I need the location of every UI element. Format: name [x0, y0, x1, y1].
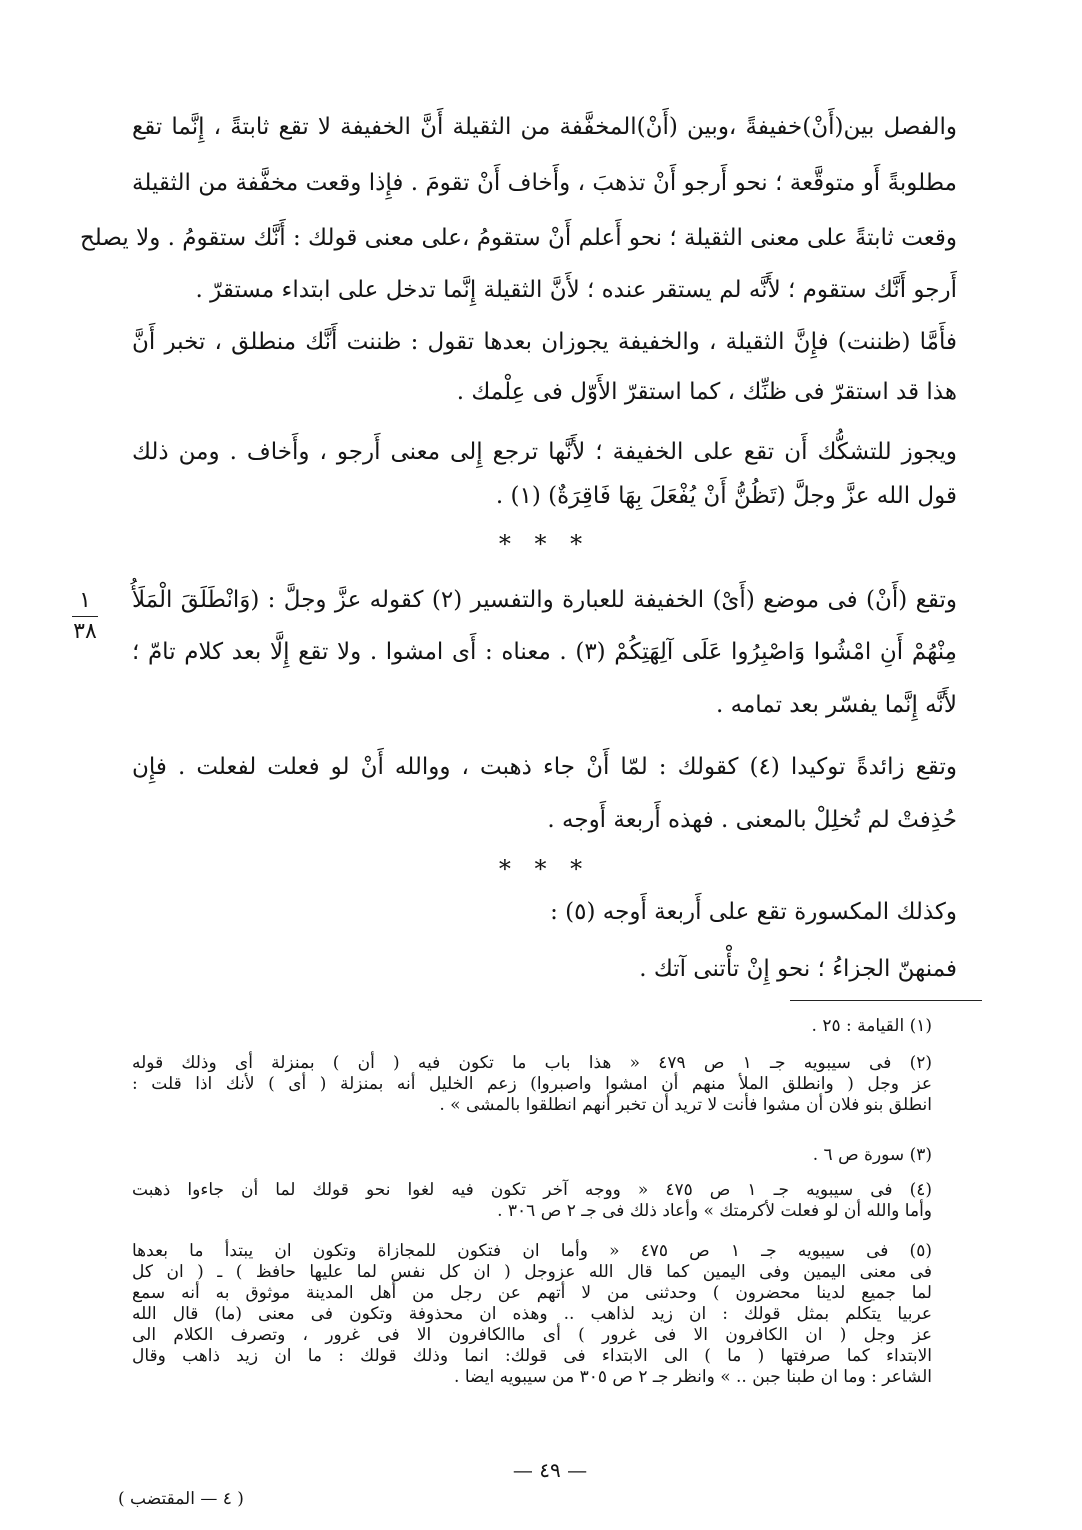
footnote-line: (١) القيامة : ٢٥ .: [811, 1016, 932, 1036]
page-number: — ٤٩ —: [512, 1458, 588, 1482]
footnote-line: عز وجل ( ان الكافرون الا فى غرور ) أى ماالكافرون الا فى غرور ، وتصرف الكلام الى: [132, 1325, 932, 1345]
footnote-line: فى معنى اليمين وفى اليمين كما قال الله عزوجل ( ان كل نفس لما عليها حافظ ) ـ ( ان كل: [132, 1262, 932, 1282]
footnote-line: وأما والله أن لو فعلت لأكرمتك » وأعاد ذلك فى جـ ٢ ص ٣٠٦ .: [497, 1201, 932, 1221]
footnote-5: [132, 1241, 932, 1388]
p6-line-1: وكذلك المكسورة تقع على أَربعة أَوجه (٥) :: [550, 899, 957, 925]
footnote-4: [132, 1180, 932, 1222]
footnote-3: [132, 1145, 932, 1166]
p4-line-1: وتقع (أَنْ) فى موضع (أَىْ) الخفيفة للعبارة والتفسير (٢) كقوله عزَّ وجلَّ : (وَانْطَلَقَ الْمَلَأُ: [132, 587, 957, 613]
p5-line-1: وتقع زائدةً توكيدا (٤) كقولك : لمّا أَنْ جاء ذهبت ، ووالله أَنْ لو فعلت لفعلت . فإِن: [132, 754, 958, 780]
footnote-line: (٤) فى سيبويه جـ ١ ص ٤٧٥ « ووجه آخر تكون فيه لغوا نحو قولك لما أن جاءوا ذهبت: [132, 1180, 932, 1200]
footnote-line: الابتداء كما صرفتها ( ما ) الى الابتداء فى قولك: انما وذلك قولك : ما ان زيد ذاهب وقال: [132, 1346, 932, 1366]
p1-line-4: أَرجو أَنَّك ستقوم ؛ لأَنَّه لم يستقر عنده ؛ لأَنَّ الثقيلة إِنَّما تدخل على ابتداء مستقرّ .: [195, 277, 957, 303]
footnote-line: (٣) سورة ص ٦ .: [812, 1145, 932, 1165]
p4-line-3: لأَنَّه إِنَّما يفسّر بعد تمامه .: [716, 692, 957, 718]
footnote-line: الشاعر : وما ان طبنا جبن .. » وانظر جـ ٢ ص ٣٠٥ من سيبويه ايضا .: [454, 1367, 932, 1387]
footnote-line: عربيا يتكلم بمثل قولك : ان زيد لذاهب .. وهذه ان محذوفة وتكون فى معنى (ما) قال الله: [132, 1304, 932, 1324]
footnote-rule: [790, 1000, 982, 1001]
p5-line-2: حُذِفتْ لم تُخلِلْ بالمعنى . فهذه أَربعة أَوجه .: [547, 807, 957, 833]
margin-note-top: ١: [72, 586, 98, 617]
footnote-line: عز وجل ( وانطلق الملأ منهم أن امشوا واصبروا) زعم الخليل أنه بمنزلة ( أى ) لأنك اذا قلت :: [132, 1074, 932, 1094]
footnote-2: [132, 1053, 932, 1116]
signature-mark: ( ٤ — المقتضب ): [118, 1489, 244, 1509]
footnote-line: (٥) فى سيبويه جـ ١ ص ٤٧٥ « وأما ان فتكون للمجازاة وتكون ان يبتدأ ما بعدها: [132, 1241, 932, 1261]
p2-line-2: هذا قد استقرّ فى ظنِّك ، كما استقرّ الأَوّل فى عِلْمك .: [456, 379, 957, 405]
p2-line-1: فأَمَّا (ظننت) فإِنَّ الثقيلة ، والخفيفة يجوزان بعدها تقول : ظننت أَنَّك منطلق ، تخبر أَنَّ: [132, 329, 957, 355]
p6-line-2: فمنهنّ الجزاءُ ؛ نحو إِنْ تأْتنى آتك .: [639, 956, 957, 982]
footnote-1: [132, 1016, 932, 1037]
p1-line-3: وقعت ثابتةً على معنى الثقيلة ؛ نحو أَعلم أَنْ ستقومُ ،على معنى قولك : أَنَّك ستقومُ . ولا يصلح: [79, 225, 957, 251]
section-separator-2: * * *: [498, 855, 591, 883]
section-separator-1: * * *: [498, 530, 591, 558]
p1-line-1: والفصل بين(أَنْ)خفيفةً ،وبين (أَنْ)المخفَّفة من الثقيلة أَنَّ الخفيفة لا تقع ثابتةً ، إِنَّما تقع: [132, 114, 957, 140]
margin-note-bottom: ٣٨: [73, 619, 97, 644]
p1-line-2: مطلوبةً أَو متوقَّعة ؛ نحو أَرجو أَنْ تذهبَ ، وأَخاف أَنْ تقومَ . فإِذا وقعت مخفَّفة من الثقيلة: [132, 170, 957, 196]
p4-line-2: مِنْهُمْ أَنِ امْشُوا وَاصْبِرُوا عَلَى آلِهَتِكُمْ (٣) . معناه : أَى امشوا . ولا تقع إِلَّا بعد كلام تامّ ؛: [132, 639, 957, 665]
margin-folio-note: [60, 586, 110, 647]
p3-line-2: قول الله عزَّ وجلَّ (تَظُنُّ أَنْ يُفْعَلَ بِهَا فَاقِرَةٌ) (١) .: [495, 483, 957, 509]
p3-line-1: ويجوز للتشكُّك أَن تقع على الخفيفة ؛ لأَنَّها ترجع إِلى معنى أَرجو ، وأَخاف . ومن ذلك: [132, 439, 957, 465]
footnote-line: لما جميع لدينا محضرون ) وحدثنى من لا أتهم عن رجل من أهل المدينة موثوق به أنه سمع: [132, 1283, 932, 1303]
footnote-line: (٢) فى سيبويه جـ ١ ص ٤٧٩ « هذا باب ما تكون فيه ( أن ) بمنزلة أى وذلك قوله: [132, 1053, 932, 1073]
footnote-line: انطلق بنو فلان أن مشوا فأنت لا تريد أن تخبر أنهم انطلقوا بالمشى » .: [439, 1095, 932, 1115]
